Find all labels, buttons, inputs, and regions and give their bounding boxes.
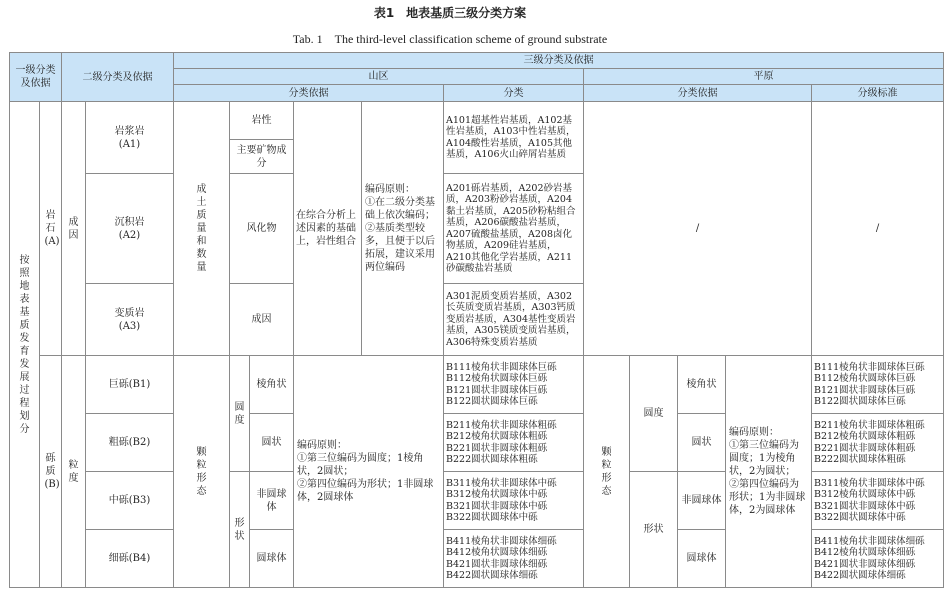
rock-coding-rule: 编码原则： ①在二级分类基础上依次编码； ②基质类型较多，且便于以后拓展，建议采用两位编码 bbox=[362, 102, 444, 356]
plain-sub-sphere: 圆球体 bbox=[678, 530, 726, 588]
rock-basis-note: 在综合分析上述因素的基础上，岩性组合 bbox=[294, 102, 362, 356]
rock-class-a1: A101超基性岩基质，A102基性岩基质，A103中性岩基质，A104酸性岩基质，A105其他基质，A106火山碎屑岩基质 bbox=[444, 102, 584, 174]
gravel-type-b1: 巨砾(B1) bbox=[86, 356, 174, 414]
gravel-sub-angular: 棱角状 bbox=[250, 356, 294, 414]
rock-name: 岩石(A) bbox=[40, 102, 62, 356]
gravel-class-b1: B111棱角状非圆球体巨砾 B112棱角状圆球体巨砾 B121圆状非圆球体巨砾 B122圆状圆球体巨砾 bbox=[444, 356, 584, 414]
rock-factor-weathering: 风化物 bbox=[230, 174, 294, 284]
plain-sub-nonsphere: 非圆球体 bbox=[678, 472, 726, 530]
header-level2: 二级分类及依据 bbox=[62, 53, 174, 102]
gravel-shape-main: 颗粒形态 bbox=[174, 356, 230, 588]
rock-basis: 成因 bbox=[62, 102, 86, 356]
rock-type-a3: 变质岩 (A3) bbox=[86, 284, 174, 356]
header-mountain: 山区 bbox=[174, 69, 584, 85]
classification-table bbox=[9, 52, 944, 588]
gravel-sub-sphere: 圆球体 bbox=[250, 530, 294, 588]
rock-factor-lithology: 岩性 bbox=[230, 102, 294, 140]
plain-standard-b1: B111棱角状非圆球体巨砾 B112棱角状圆球体巨砾 B121圆状非圆球体巨砾 B122圆状圆球体巨砾 bbox=[812, 356, 944, 414]
header-mountain-basis: 分类依据 bbox=[174, 85, 444, 102]
gravel-name: 砾质(B) bbox=[40, 356, 62, 588]
header-level1: 一级分类及依据 bbox=[10, 53, 62, 102]
gravel-basis: 粒度 bbox=[62, 356, 86, 588]
gravel-roundness: 圆度 bbox=[230, 356, 250, 472]
gravel-type-b4: 细砾(B4) bbox=[86, 530, 174, 588]
rock-class-a3: A301泥质变质岩基质，A302长英质变质岩基质，A303钙质变质岩基质，A304基性变质岩基质，A305镁质变质岩基质，A306特殊变质岩基质 bbox=[444, 284, 584, 356]
plain-standard-b2: B211棱角状非圆球体粗砾 B212棱角状圆球体粗砾 B221圆状非圆球体粗砾 B222圆状圆球体粗砾 bbox=[812, 414, 944, 472]
plain-standard-b4: B411棱角状非圆球体细砾 B412棱角状圆球体细砾 B421圆状非圆球体细砾 B422圆状圆球体细砾 bbox=[812, 530, 944, 588]
gravel-sub-nonsphere: 非圆球体 bbox=[250, 472, 294, 530]
gravel-class-b4: B411棱角状非圆球体细砾 B412棱角状圆球体细砾 B421圆状非圆球体细砾 B422圆状圆球体细砾 bbox=[444, 530, 584, 588]
header-plain-standard: 分级标准 bbox=[812, 85, 944, 102]
gravel-shape: 形状 bbox=[230, 472, 250, 588]
plain-sub-angular: 棱角状 bbox=[678, 356, 726, 414]
plain-shape: 形状 bbox=[630, 472, 678, 588]
rock-type-a2: 沉积岩 (A2) bbox=[86, 174, 174, 284]
plain-coding-rule: 编码原则： ①第三位编码为圆度；1为棱角状，2为圆状； ②第四位编码为形状；1为非圆球体，2为圆球体 bbox=[726, 356, 812, 588]
plain-shape-main: 颗粒形态 bbox=[584, 356, 630, 588]
rock-factor-genesis: 成因 bbox=[230, 284, 294, 356]
gravel-type-b3: 中砾(B3) bbox=[86, 472, 174, 530]
plain-roundness: 圆度 bbox=[630, 356, 678, 472]
gravel-type-b2: 粗砾(B2) bbox=[86, 414, 174, 472]
rock-class-a2: A201砾岩基质，A202砂岩基质，A203粉砂岩基质，A204黏土岩基质，A205砂粉粘组合基质，A206碳酸盐岩基质，A207硫酸盐基质，A208卤化物基质，A209硅岩基质，A210其他化学岩基质，A211砂碳酸盐岩基质 bbox=[444, 174, 584, 284]
table-caption-en: Tab. 1 The third-level classification scheme of ground substrate bbox=[292, 32, 608, 46]
header-mountain-class: 分类 bbox=[444, 85, 584, 102]
table-caption-zh: 表1 地表基质三级分类方案 bbox=[373, 6, 527, 20]
header-level3: 三级分类及依据 bbox=[174, 53, 944, 69]
header-plain: 平原 bbox=[584, 69, 944, 85]
header-plain-basis: 分类依据 bbox=[584, 85, 812, 102]
gravel-class-b2: B211棱角状非圆球体粗砾 B212棱角状圆球体粗砾 B221圆状非圆球体粗砾 B222圆状圆球体粗砾 bbox=[444, 414, 584, 472]
gravel-coding-rule: 编码原则： ①第三位编码为圆度；1棱角状，2圆状； ②第四位编码为形状；1非圆球体，2圆球体 bbox=[294, 356, 444, 588]
rock-factor-mineral: 主要矿物成分 bbox=[230, 140, 294, 174]
rock-plain-standard: / bbox=[812, 102, 944, 356]
gravel-sub-round: 圆状 bbox=[250, 414, 294, 472]
rock-type-a1: 岩浆岩 (A1) bbox=[86, 102, 174, 174]
rock-factor-main: 成土质量和数量 bbox=[174, 102, 230, 356]
plain-standard-b3: B311棱角状非圆球体中砾 B312棱角状圆球体中砾 B321圆状非圆球体中砾 B322圆状圆球体中砾 bbox=[812, 472, 944, 530]
level1-basis: 按照地表基质发育发展过程划分 bbox=[10, 102, 40, 588]
gravel-class-b3: B311棱角状非圆球体中砾 B312棱角状圆球体中砾 B321圆状非圆球体中砾 B322圆状圆球体中砾 bbox=[444, 472, 584, 530]
rock-plain-basis: / bbox=[584, 102, 812, 356]
plain-sub-round: 圆状 bbox=[678, 414, 726, 472]
